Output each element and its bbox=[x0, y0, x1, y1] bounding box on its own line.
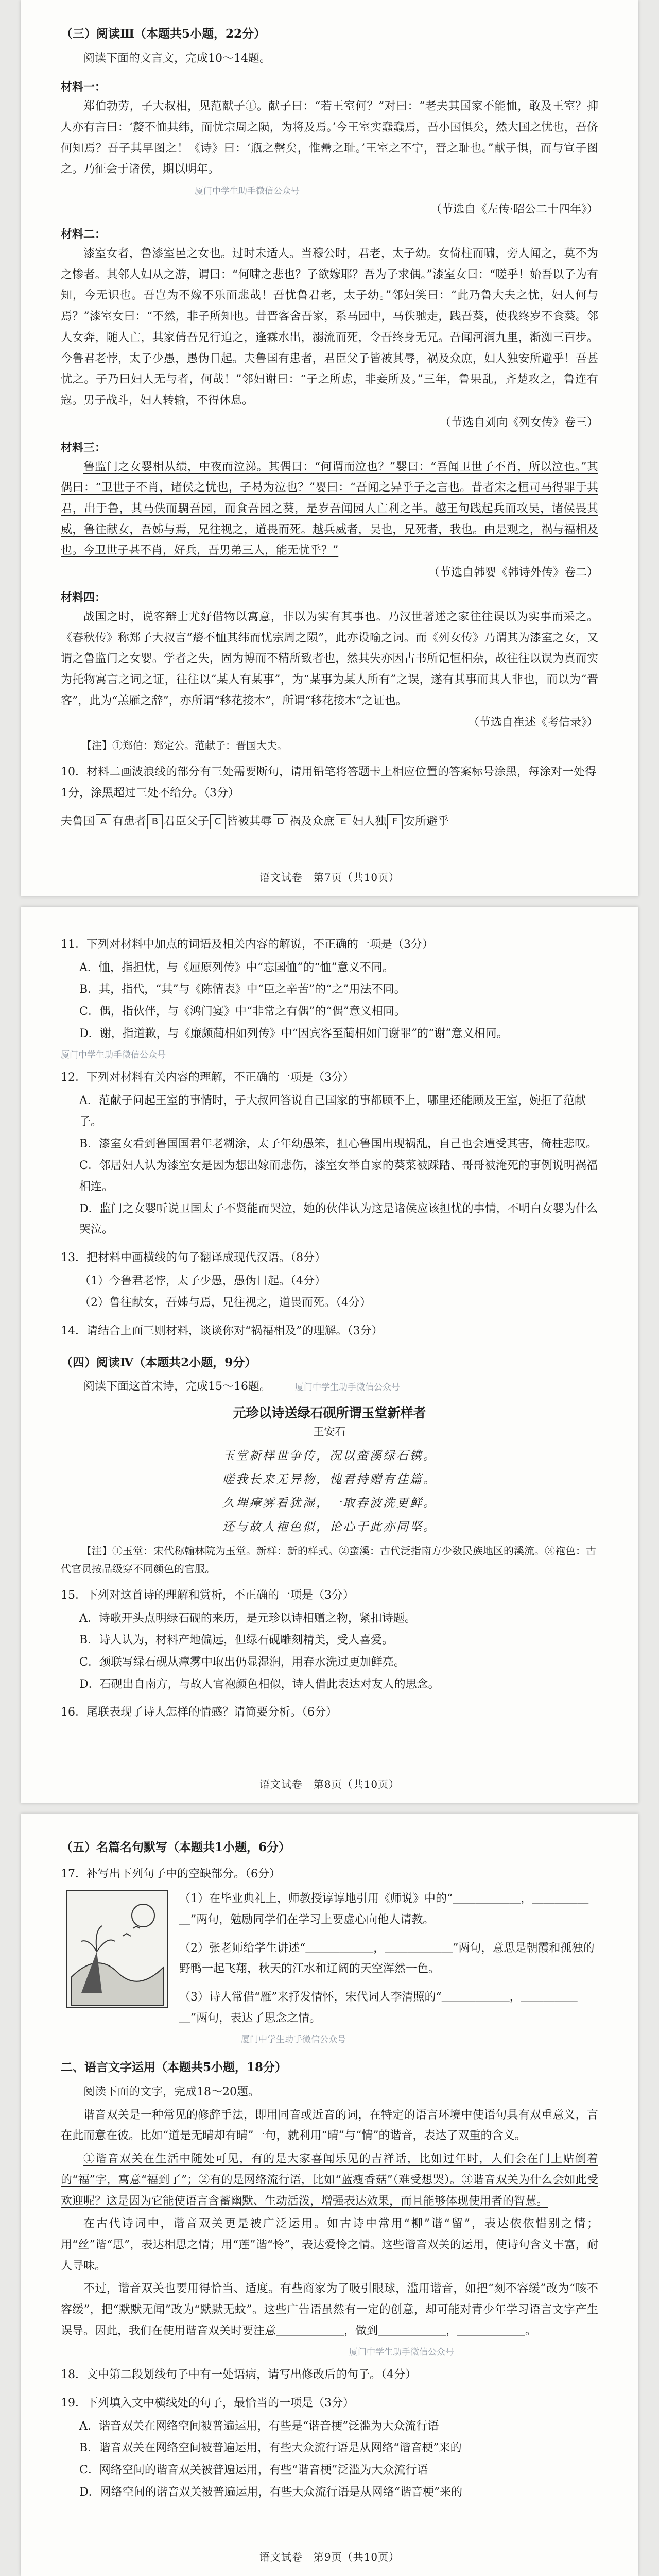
watermark-text: 厦门中学生助手微信公众号 bbox=[241, 2035, 346, 2045]
poem-line: 久埋瘴雾看犹湿，一取春波洗更鲜。 bbox=[222, 1497, 437, 1511]
passage-paragraph: 在古代诗词中，谐音双关更是被广泛运用。如古诗中常用“柳”谐“留”，表达依依惜别之情；用“丝”谐“思”，表达相思之情；用“莲”谐“怜”，表达爱怜之情。这些谐音双关的运用，使诗句含义丰富，耐人寻味。 bbox=[61, 2217, 598, 2273]
material-paragraph: 鲁监门之女婴相从绩，中夜而泣涕。其偶曰：“何谓而泣也？”婴曰：“吾闻卫世子不肖，所以泣也。”其偶曰：“卫世子不肖，诸侯之忧也，子曷为泣也？”婴曰：“吾闻之异乎子之言也。昔者宋之桓司马得罪于其君，出于鲁，其马佚而騆吾园，而食吾园之葵，是岁吾闻园人亡利之半。越王句践起兵而攻吴，诸侯畏其威，鲁往献女，吾姊与焉，兄往视之，道畏而死。越兵威者，吴也，兄死者，我也。由是观之，祸与福相及也。今卫世子甚不肖，好兵，吾男弟三人，能无忧乎？” bbox=[61, 460, 598, 557]
question-10: 10．材料二画波浪线的部分有三处需要断句，请用铅笔将答题卡上相应位置的答案标号涂黑，每涂对一处得1分，涂黑超过三处不给分。（3分） bbox=[61, 766, 596, 800]
option-d: D．谢，指道歉，与《廉颇蔺相如列传》中“因宾客至蔺相如门谢罪”的“谢”意义相同。 bbox=[79, 1027, 508, 1040]
poem-line: 还与故人袍色似，论心于此亦同坚。 bbox=[222, 1520, 437, 1534]
option-b: B．其，指代，“其”与《陈情表》中“臣之辛苦”的“之”用法不同。 bbox=[79, 983, 406, 996]
section-intro-text: 阅读下面这首宋诗，完成15～16题。 bbox=[83, 1380, 271, 1394]
option-a: A．范献子问起王室的事情时，子大叔回答说自己国家的事都顾不上，哪里还能顾及王室，婉拒了范献子。 bbox=[79, 1094, 586, 1128]
option-c: C．邻居妇人认为漆室女是因为想出嫁而悲伤，漆室女举自家的葵菜被踩踏、哥哥被淹死的事例说明祸福相连。 bbox=[79, 1159, 598, 1193]
exam-page-8 bbox=[21, 907, 638, 1803]
question-18: 18．文中第二段划线句子中有一处语病，请写出修改后的句子。（4分） bbox=[61, 2368, 417, 2382]
question-17-body bbox=[61, 1887, 598, 2049]
question-19: 19．下列填入文中横线处的句子，最恰当的一项是（3分） bbox=[61, 2397, 354, 2410]
subquestion: （1）在毕业典礼上，师教授谆谆地引用《师说》中的“＿＿＿＿＿＿，＿＿＿＿＿＿”两句，勉励同学们在学习上要虚心向他人请教。 bbox=[179, 1892, 589, 1927]
material-paragraph: 郑伯勃劳，子大叔相，见范献子①。献子曰：“若王室何？”对曰：“老夫其国家不能恤，敢及王室？抑人亦有言曰：‘嫠不恤其纬，而忧宗周之陨，为将及焉。’今王室实蠢蠢焉，吾小国惧矣，然大国之忧也，吾侪何知焉？吾子其早图之！《诗》曰：‘瓶之罄矣，惟罍之耻。’王室之不宁，晋之耻也。”献子惧，而与宣子图之。乃征会于诸侯，期以明年。 bbox=[61, 100, 598, 176]
poem-line: 嗟我长来无异物，愧君持赠有佳篇。 bbox=[222, 1473, 437, 1487]
exam-page-9 bbox=[21, 1814, 638, 2576]
watermark-text: 厦门中学生助手微信公众号 bbox=[349, 2347, 454, 2358]
material-source: （节选自韩婴《韩诗外传》卷二） bbox=[428, 566, 598, 580]
q10-segment: 有患者 bbox=[112, 815, 147, 828]
subquestion: （3）诗人常借“雁”来抒发情怀，宋代词人李清照的“＿＿＿＿＿＿，＿＿＿＿＿＿”两句，表达了思念之情。 bbox=[179, 1991, 578, 2025]
option-b: B．漆室女看到鲁国国君年老糊涂，太子年幼愚笨，担心鲁国出现祸乱，自己也会遭受其害，倚柱悲叹。 bbox=[79, 1137, 598, 1150]
subquestion: （2）张老师给学生讲述“＿＿＿＿＿＿，＿＿＿＿＿＿”两句，意思是朝霞和孤独的野鸭一起飞翔，秋天的江水和辽阔的天空浑然一色。 bbox=[179, 1941, 595, 1976]
question-10-answer-line bbox=[61, 811, 598, 833]
watermark-text: 厦门中学生助手微信公众号 bbox=[61, 1050, 166, 1061]
q10-segment: 夫鲁国 bbox=[61, 815, 95, 828]
question-11: 11．下列对材料中加点的词语及相关内容的解说，不正确的一项是（3分） bbox=[61, 938, 433, 951]
q10-segment: 安所避乎 bbox=[404, 815, 449, 828]
option-d: D．网络空间的谐音双关被普遍运用，有些大众流行语是从网络“谐音梗”来的 bbox=[79, 2485, 463, 2499]
material-label: 材料一： bbox=[61, 80, 107, 94]
watermark-text: 厦门中学生助手微信公众号 bbox=[195, 186, 300, 197]
page-footer: 语文试卷 第7页（共10页） bbox=[259, 871, 400, 884]
break-box-d[interactable]: D bbox=[273, 814, 288, 829]
option-a: A．诗歌开头点明绿石砚的来历，是元珍以诗相赠之物，紧扣诗题。 bbox=[79, 1612, 416, 1625]
break-box-a[interactable]: A bbox=[96, 814, 111, 829]
option-d: D．石砚出自南方，与故人官袍颜色相似，诗人借此表达对友人的思念。 bbox=[79, 1677, 440, 1691]
option-c: C．偶，指伙伴，与《鸿门宴》中“非常之有偶”的“偶”意义相同。 bbox=[79, 1005, 406, 1019]
poem-author: 王安石 bbox=[313, 1426, 346, 1438]
subquestion: （1）今鲁君老悖，太子少愚，愚伪日起。（4分） bbox=[79, 1274, 326, 1287]
material-label: 材料二： bbox=[61, 228, 107, 242]
section-intro bbox=[61, 1377, 598, 1398]
watermark-text: 厦门中学生助手微信公众号 bbox=[295, 1382, 400, 1393]
break-box-e[interactable]: E bbox=[336, 814, 351, 829]
footnote: 【注】①郑伯：郑定公。范献子：晋国大夫。 bbox=[81, 739, 287, 752]
q10-segment: 皆被其辱 bbox=[227, 815, 272, 828]
break-box-c[interactable]: C bbox=[210, 814, 226, 829]
poem-title: 元珍以诗送绿石砚所谓玉堂新样者 bbox=[233, 1405, 426, 1421]
material-label: 材料三： bbox=[61, 440, 107, 454]
material-paragraph: 漆室女者，鲁漆室邑之女也。过时未适人。当穆公时，君老，太子幼。女倚柱而啸，旁人闻之，莫不为之惨者。其邻人妇从之游，谓曰：“何啸之悲也？子欲嫁耶？吾为子求偶。”漆室女曰：“嗟乎！始吾以子为有知，今无识也。吾岂为不嫁不乐而悲哉！吾忧鲁君老，太子幼。”邻妇笑曰：“此乃鲁大夫之忧，妇人何与焉？”漆室女曰：“不然，非子所知也。昔晋客舍吾家，系马园中，马佚驰走，践吾葵，使我终岁不食葵。邻人女奔，随人亡，其家倩吾兄行追之，逢霖水出，溺流而死，令吾终身无兄。吾闻河润九里，渐洳三百步。今鲁君老悖，太子少愚，愚伪日起。夫鲁国有患者，君臣父子皆被其辱，祸及众庶，妇人独安所避乎！吾甚忧之。子乃曰妇人无与者，何哉！”邻妇谢曰：“子之所虑，非妾所及。”三年，鲁果乱，齐楚攻之，鲁连有寇。男子战斗，妇人转输，不得休息。 bbox=[61, 247, 598, 407]
section-intro: 阅读下面的文言文，完成10～14题。 bbox=[83, 52, 271, 65]
option-c: C．颈联写绿石砚从瘴雾中取出仍显湿润，用春水洗过更加鲜亮。 bbox=[79, 1656, 405, 1669]
poem-line: 玉堂新样世争传，况以蛮溪绿石镌。 bbox=[222, 1449, 437, 1463]
page-footer: 语文试卷 第9页（共10页） bbox=[259, 2551, 400, 2563]
break-box-f[interactable]: F bbox=[387, 814, 403, 829]
section-intro: 阅读下面的文字，完成18～20题。 bbox=[83, 2086, 259, 2099]
material-source: （节选自刘向《列女传》卷三） bbox=[439, 416, 598, 429]
question-16: 16．尾联表现了诗人怎样的情感？请简要分析。（6分） bbox=[61, 1706, 337, 1719]
question-17: 17．补写出下列句子中的空缺部分。（6分） bbox=[61, 1867, 281, 1880]
option-b: B．诗人认为，材料产地偏远，但绿石砚雕刻精美，受人喜爱。 bbox=[79, 1634, 394, 1647]
footnote: 【注】①玉堂：宋代称翰林院为玉堂。新样：新的样式。②蛮溪：古代泛指南方少数民族地区的溪流。③袍色：古代官员按品级穿不同颜色的官服。 bbox=[61, 1545, 596, 1575]
break-box-b[interactable]: B bbox=[147, 814, 163, 829]
question-15: 15．下列对这首诗的理解和赏析，不正确的一项是（3分） bbox=[61, 1589, 354, 1602]
page-footer: 语文试卷 第8页（共10页） bbox=[259, 1778, 400, 1790]
option-d: D．监门之女婴听说卫国太子不贤能而哭泣，她的伙伴认为这是诸侯应该担忧的事情，不明白女婴为什么哭泣。 bbox=[79, 1202, 598, 1236]
q10-segment: 祸及众庶 bbox=[289, 815, 335, 828]
passage-paragraph: 谐音双关是一种常见的修辞手法，即用同音或近音的词，在特定的语言环境中使语句具有双重意义，言在此而意在彼。比如“道是无晴却有晴”一句，就利用“晴”与“情”的谐音，表达了双重的含义。 bbox=[61, 2108, 598, 2143]
passage-paragraph: 不过，谐音双关也要用得恰当、适度。有些商家为了吸引眼球，滥用谐音，如把“刻不容缓”改为“咳不容缓”，把“默默无闻”改为“默默无蚊”。这些广告语虽然有一定的创意，却可能对青少年学习语言文字产生误导。因此，我们在使用谐音双关时要注意＿＿＿＿＿＿，做到＿＿＿＿＿＿，＿＿＿＿＿＿。 bbox=[61, 2282, 598, 2337]
material-source: （节选自崔述《考信录》） bbox=[467, 716, 598, 730]
option-a: A．谐音双关在网络空间被普遍运用，有些是“谐音梗”泛滥为大众流行语 bbox=[79, 2419, 439, 2433]
scenery-illustration-image bbox=[66, 1890, 169, 2008]
option-a: A．恤，指担忧，与《屈原列传》中“忘国恤”的“恤”意义不同。 bbox=[79, 961, 394, 974]
passage-paragraph: ①谐音双关在生活中随处可见，有的是大家喜闻乐见的吉祥话，比如过年时，人们会在门上贴倒着的“福”字，寓意“福到了”；②有的是网络流行语，比如“蓝瘦香菇”（难受想哭）。③谐音双关为什么会如此受欢迎呢？这是因为它能使语言含蓄幽默、生动活泼，增强表达效果，而且能够体现使用者的智慧。 bbox=[61, 2153, 598, 2208]
exam-page-7 bbox=[21, 0, 638, 896]
q10-segment: 君臣父子 bbox=[164, 815, 210, 828]
section-title: （四）阅读Ⅳ（本题共2小题，9分） bbox=[61, 1355, 257, 1369]
section-title: 二、语言文字运用（本题共5小题，18分） bbox=[61, 2060, 287, 2075]
option-c: C．网络空间的谐音双关被普遍运用，有些“谐音梗”泛滥为大众流行语 bbox=[79, 2464, 428, 2477]
question-14: 14．请结合上面三则材料，谈谈你对“祸福相及”的理解。（3分） bbox=[61, 1325, 383, 1337]
question-12: 12．下列对材料有关内容的理解，不正确的一项是（3分） bbox=[61, 1071, 354, 1084]
section-title: （五）名篇名句默写（本题共1小题，6分） bbox=[61, 1840, 291, 1854]
material-label: 材料四： bbox=[61, 591, 107, 605]
q10-segment: 妇人独 bbox=[352, 815, 387, 828]
section-title: （三）阅读Ⅲ（本题共5小题，22分） bbox=[61, 27, 266, 41]
material-paragraph: 战国之时，说客辩士尤好借物以寓意，非以为实有其事也。乃汉世著述之家往往误以为实事而采之。《春秋传》称郑子大叔言“嫠不恤其纬而忧宗周之陨”，此亦设喻之词。而《列女传》乃谓其为漆室之女，又谓之鲁监门之女婴。学者之失，固为博而不精所致者也，然其失亦因古书所记恒相杂，故往往以误为真而实为托物寓言之词之证，往往以“某人有某事”，为“某事为某人所有”之误，遂有其事而其人非也，而以为“晋客”，此为“羔雁之辞”，亦所谓“移花接木”，所谓“移花接木”之证也。 bbox=[61, 611, 598, 707]
material-source: （节选自《左传·昭公二十四年》） bbox=[430, 203, 598, 216]
subquestion: （2）鲁往献女，吾姊与焉，兄往视之，道畏而死。（4分） bbox=[79, 1296, 371, 1310]
question-13: 13．把材料中画横线的句子翻译成现代汉语。（8分） bbox=[61, 1251, 326, 1264]
option-b: B．谐音双关在网络空间被普遍运用，有些大众流行语是从网络“谐音梗”来的 bbox=[79, 2442, 462, 2455]
